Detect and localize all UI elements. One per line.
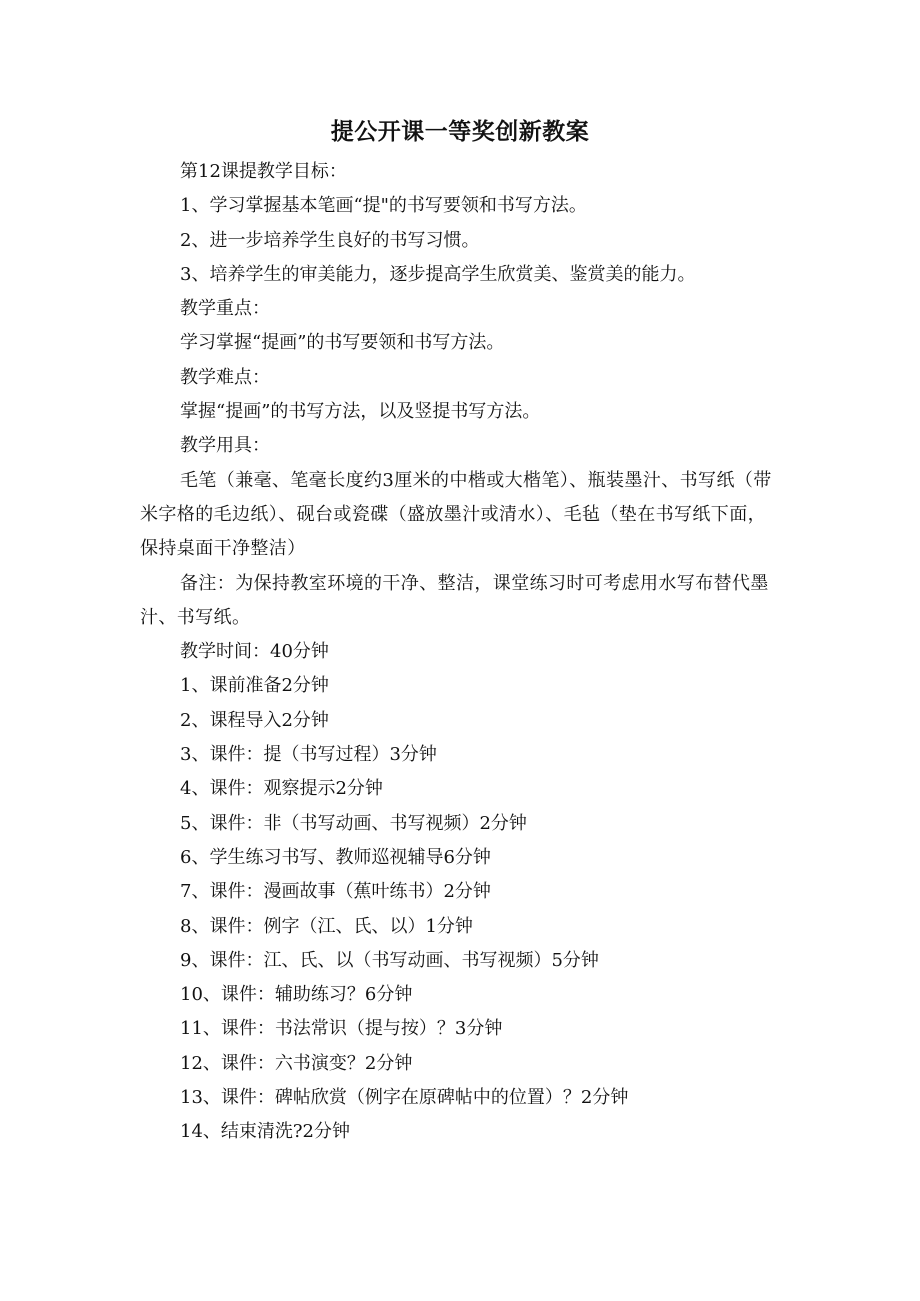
tools-heading: 教学用具： — [180, 435, 270, 457]
note-paragraph: 备注：为保持教室环境的干净、整洁，课堂练习时可考虑用水写布替代墨汁、书写纸。 — [140, 572, 769, 628]
schedule-item: 7、课件：漫画故事（蕉叶练书）2分钟 — [180, 881, 491, 903]
document-body — [140, 155, 780, 1150]
key-points-text: 学习掌握“提画”的书写要领和书写方法。 — [180, 332, 505, 354]
difficulties-heading: 教学难点： — [180, 366, 270, 388]
schedule-item: 8、课件：例字（江、氏、以）1分钟 — [180, 915, 473, 937]
schedule-total-time: 教学时间：40分钟 — [180, 641, 329, 663]
lesson-heading: 第12课提教学目标： — [180, 161, 347, 182]
schedule-item: 10、课件：辅助练习？6分钟 — [180, 984, 413, 1006]
schedule-item: 12、课件：六书演变？2分钟 — [180, 1052, 413, 1074]
objective-2: 2、进一步培养学生良好的书写习惯。 — [180, 229, 480, 251]
key-points-heading: 教学重点： — [180, 298, 270, 320]
schedule-item: 9、课件：江、氏、以（书写动画、书写视频）5分钟 — [180, 949, 599, 971]
objective-1: 1、学习掌握基本笔画“提"的书写要领和书写方法。 — [180, 195, 587, 217]
schedule-item: 1、课前准备2分钟 — [180, 675, 329, 697]
schedule-item: 14、结束清洗?2分钟 — [180, 1121, 351, 1143]
schedule-item: 6、学生练习书写、教师巡视辅导6分钟 — [180, 846, 491, 868]
schedule-item: 4、课件：观察提示2分钟 — [180, 778, 383, 800]
tools-paragraph: 毛笔（兼毫、笔毫长度约3厘米的中楷或大楷笔）、瓶装墨汁、书写纸（带米字格的毛边纸）、砚台或瓷碟（盛放墨汁或清水）、毛毡（垫在书写纸下面，保持桌面干净整洁） — [140, 469, 772, 560]
objective-3: 3、培养学生的审美能力，逐步提高学生欣赏美、鉴赏美的能力。 — [180, 263, 696, 285]
difficulties-text: 掌握“提画”的书写方法，以及竖提书写方法。 — [180, 401, 541, 423]
schedule-item: 3、课件：提（书写过程）3分钟 — [180, 744, 437, 766]
schedule-item: 5、课件：非（书写动画、书写视频）2分钟 — [180, 812, 527, 834]
document-title: 提公开课一等奖创新教案 — [330, 119, 590, 145]
schedule-item: 13、课件：碑帖欣赏（例字在原碑帖中的位置）？2分钟 — [180, 1087, 629, 1109]
schedule-item: 2、课程导入2分钟 — [180, 709, 329, 731]
schedule-item: 11、课件：书法常识（提与按）？3分钟 — [180, 1018, 503, 1040]
